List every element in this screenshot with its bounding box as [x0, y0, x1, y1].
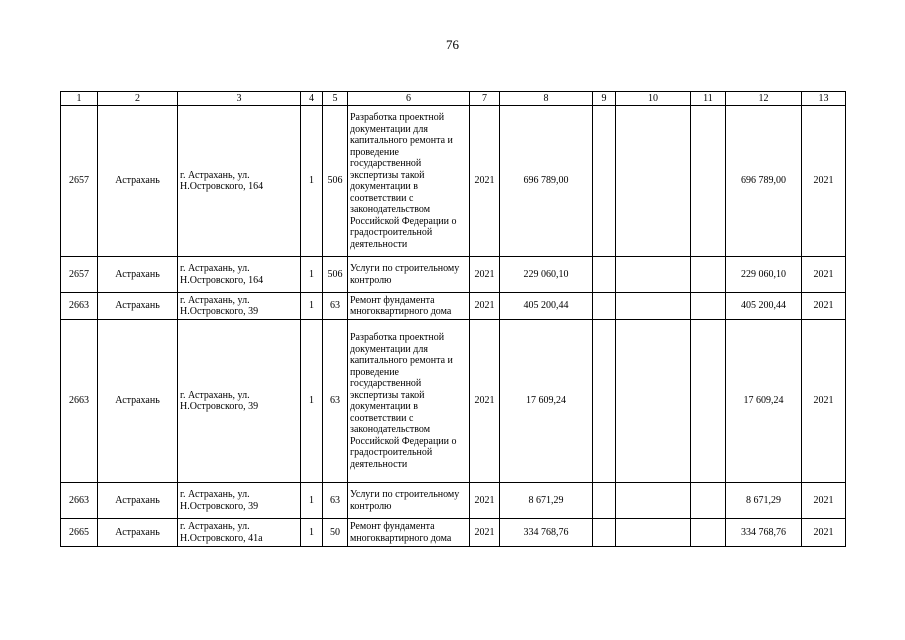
header-row	[61, 92, 846, 106]
cell-col11	[691, 257, 726, 293]
cell-amount: 334 768,76	[500, 519, 593, 547]
cell-id: 2663	[61, 483, 98, 519]
column-header: 5	[323, 92, 348, 106]
cell-end-year: 2021	[802, 483, 846, 519]
cell-col9	[593, 293, 616, 320]
cell-city: Астрахань	[98, 106, 178, 257]
cell-col11	[691, 483, 726, 519]
cell-id: 2657	[61, 106, 98, 257]
table-row	[61, 519, 846, 547]
cell-total: 334 768,76	[726, 519, 802, 547]
cell-col5: 506	[323, 106, 348, 257]
column-header: 8	[500, 92, 593, 106]
column-header: 12	[726, 92, 802, 106]
cell-total: 8 671,29	[726, 483, 802, 519]
cell-col9	[593, 483, 616, 519]
page-number: 76	[446, 37, 459, 52]
cell-col10	[616, 293, 691, 320]
column-header: 13	[802, 92, 846, 106]
cell-col5: 63	[323, 483, 348, 519]
cell-amount: 8 671,29	[500, 483, 593, 519]
cell-work-type: Разработка проектной документации для капитального ремонта и проведение государственной экспертизы такой документации в соответствии с законодательством Российской Федерации о градостроительной деятельности	[348, 106, 470, 257]
cell-address: г. Астрахань, ул. Н.Островского, 39	[178, 320, 301, 483]
registry-table	[60, 91, 846, 547]
cell-city: Астрахань	[98, 483, 178, 519]
cell-col5: 50	[323, 519, 348, 547]
cell-col4: 1	[301, 483, 323, 519]
cell-work-type: Услуги по строительному контролю	[348, 483, 470, 519]
cell-year: 2021	[470, 483, 500, 519]
cell-address: г. Астрахань, ул. Н.Островского, 39	[178, 483, 301, 519]
column-header: 10	[616, 92, 691, 106]
cell-col4: 1	[301, 320, 323, 483]
cell-id: 2663	[61, 293, 98, 320]
cell-end-year: 2021	[802, 519, 846, 547]
cell-amount: 405 200,44	[500, 293, 593, 320]
column-header: 3	[178, 92, 301, 106]
cell-city: Астрахань	[98, 257, 178, 293]
cell-col4: 1	[301, 293, 323, 320]
cell-col11	[691, 106, 726, 257]
cell-col10	[616, 320, 691, 483]
cell-city: Астрахань	[98, 519, 178, 547]
cell-id: 2663	[61, 320, 98, 483]
cell-amount: 229 060,10	[500, 257, 593, 293]
cell-col9	[593, 106, 616, 257]
cell-col9	[593, 320, 616, 483]
table-row	[61, 483, 846, 519]
column-header: 2	[98, 92, 178, 106]
table-row	[61, 293, 846, 320]
cell-amount: 696 789,00	[500, 106, 593, 257]
cell-amount: 17 609,24	[500, 320, 593, 483]
cell-col10	[616, 257, 691, 293]
cell-year: 2021	[470, 320, 500, 483]
cell-id: 2657	[61, 257, 98, 293]
cell-address: г. Астрахань, ул. Н.Островского, 41а	[178, 519, 301, 547]
cell-total: 696 789,00	[726, 106, 802, 257]
column-header: 1	[61, 92, 98, 106]
cell-id: 2665	[61, 519, 98, 547]
cell-col4: 1	[301, 106, 323, 257]
cell-col11	[691, 293, 726, 320]
cell-year: 2021	[470, 257, 500, 293]
cell-col4: 1	[301, 519, 323, 547]
table-row	[61, 257, 846, 293]
column-header: 9	[593, 92, 616, 106]
cell-work-type: Разработка проектной документации для капитального ремонта и проведение государственной экспертизы такой документации в соответствии с законодательством Российской Федерации о градостроительной деятельности	[348, 320, 470, 483]
cell-address: г. Астрахань, ул. Н.Островского, 164	[178, 106, 301, 257]
cell-col11	[691, 519, 726, 547]
cell-col10	[616, 106, 691, 257]
cell-end-year: 2021	[802, 106, 846, 257]
cell-col5: 506	[323, 257, 348, 293]
cell-year: 2021	[470, 293, 500, 320]
cell-col5: 63	[323, 320, 348, 483]
cell-city: Астрахань	[98, 320, 178, 483]
cell-work-type: Ремонт фундамента многоквартирного дома	[348, 519, 470, 547]
cell-end-year: 2021	[802, 320, 846, 483]
cell-total: 405 200,44	[726, 293, 802, 320]
cell-col10	[616, 519, 691, 547]
cell-year: 2021	[470, 106, 500, 257]
cell-col10	[616, 483, 691, 519]
cell-total: 17 609,24	[726, 320, 802, 483]
column-header: 4	[301, 92, 323, 106]
cell-end-year: 2021	[802, 257, 846, 293]
cell-city: Астрахань	[98, 293, 178, 320]
cell-col9	[593, 519, 616, 547]
column-header: 7	[470, 92, 500, 106]
column-header: 11	[691, 92, 726, 106]
cell-address: г. Астрахань, ул. Н.Островского, 164	[178, 257, 301, 293]
table-row	[61, 320, 846, 483]
cell-col11	[691, 320, 726, 483]
cell-col4: 1	[301, 257, 323, 293]
table-row	[61, 106, 846, 257]
cell-work-type: Ремонт фундамента многоквартирного дома	[348, 293, 470, 320]
cell-year: 2021	[470, 519, 500, 547]
column-header: 6	[348, 92, 470, 106]
cell-work-type: Услуги по строительному контролю	[348, 257, 470, 293]
cell-col9	[593, 257, 616, 293]
cell-end-year: 2021	[802, 293, 846, 320]
cell-total: 229 060,10	[726, 257, 802, 293]
cell-address: г. Астрахань, ул. Н.Островского, 39	[178, 293, 301, 320]
cell-col5: 63	[323, 293, 348, 320]
